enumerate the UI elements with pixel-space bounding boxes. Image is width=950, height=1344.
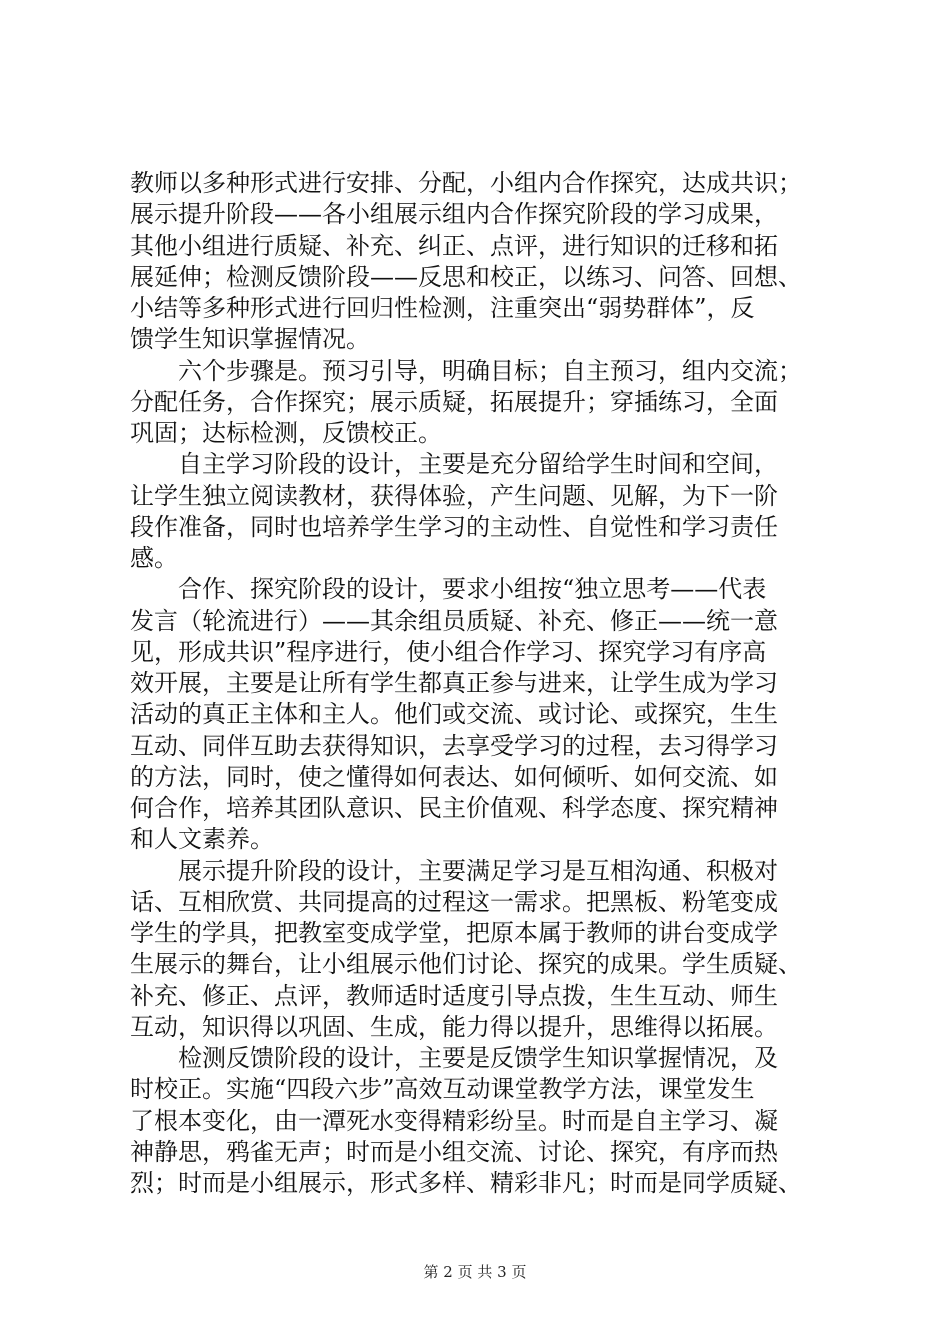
text-line: 效开展，主要是让所有学生都真正参与进来，让学生成为学习: [130, 669, 778, 697]
page-footer: 第 2 页 共 3 页: [423, 1263, 527, 1281]
text-line: 何合作，培养其团队意识、民主价值观、科学态度、探究精神: [130, 794, 778, 822]
text-line: 小结等多种形式进行回归性检测，注重突出“弱势群体”，反: [130, 294, 755, 322]
text-line: 展示提升阶段——各小组展示组内合作探究阶段的学习成果，: [130, 200, 778, 229]
text-line: 巩固；达标检测，反馈校正。: [130, 419, 442, 447]
text-line: 感。: [130, 544, 178, 572]
text-line: 互动、同伴互助去获得知识，去享受学习的过程，去习得学习: [130, 731, 778, 760]
text-line: 其他小组进行质疑、补充、纠正、点评，进行知识的迁移和拓: [130, 231, 778, 260]
text-line: 分配任务，合作探究；展示质疑，拓展提升；穿插练习，全面: [130, 387, 778, 416]
text-line: 自主学习阶段的设计，主要是充分留给学生时间和空间，: [178, 450, 778, 479]
text-line: 教师以多种形式进行安排、分配，小组内合作探究，达成共识；: [130, 169, 802, 197]
text-line: 烈；时而是小组展示，形式多样、精彩非凡；时而是同学质疑、: [130, 1169, 802, 1197]
text-line: 见，形成共识”程序进行，使小组合作学习、探究学习有序高: [130, 637, 767, 666]
text-line: 生展示的舞台，让小组展示他们讨论、探究的成果。学生质疑、: [130, 950, 802, 979]
text-line: 的方法，同时，使之懂得如何表达、如何倾听、如何交流、如: [130, 762, 778, 791]
text-line: 展示提升阶段的设计，主要满足学习是互相沟通、积极对: [178, 856, 778, 885]
text-line: 时校正。实施“四段六步”高效互动课堂教学方法，课堂发生: [130, 1075, 755, 1104]
text-line: 和人文素养。: [130, 825, 274, 854]
text-line: 段作准备，同时也培养学生学习的主动性、自觉性和学习责任: [130, 512, 778, 541]
text-line: 神静思，鸦雀无声；时而是小组交流、讨论、探究，有序而热: [130, 1137, 778, 1166]
text-line: 补充、修正、点评，教师适时适度引导点拨，生生互动、师生: [130, 981, 778, 1010]
text-line: 话、互相欣赏、共同提高的过程这一需求。把黑板、粉笔变成: [130, 887, 778, 916]
text-line: 互动，知识得以巩固、生成，能力得以提升，思维得以拓展。: [130, 1012, 778, 1041]
text-line: 检测反馈阶段的设计，主要是反馈学生知识掌握情况，及: [178, 1044, 778, 1072]
text-line: 六个步骤是。预习引导，明确目标；自主预习，组内交流；: [178, 356, 802, 385]
text-line: 学生的学具，把教室变成学堂，把原本属于教师的讲台变成学: [130, 919, 778, 947]
text-line: 馈学生知识掌握情况。: [130, 325, 370, 354]
text-line: 了根本变化，由一潭死水变得精彩纷呈。时而是自主学习、凝: [130, 1106, 778, 1135]
text-line: 展延伸；检测反馈阶段——反思和校正，以练习、问答、回想、: [130, 262, 802, 291]
text-line: 活动的真正主体和主人。他们或交流、或讨论、或探究，生生: [130, 700, 778, 729]
text-line: 让学生独立阅读教材，获得体验，产生问题、见解，为下一阶: [130, 481, 778, 510]
text-line: 发言（轮流进行）——其余组员质疑、补充、修正——统一意: [130, 606, 778, 635]
text-line: 合作、探究阶段的设计，要求小组按“独立思考——代表: [178, 575, 767, 604]
body-text: [130, 168, 842, 1199]
